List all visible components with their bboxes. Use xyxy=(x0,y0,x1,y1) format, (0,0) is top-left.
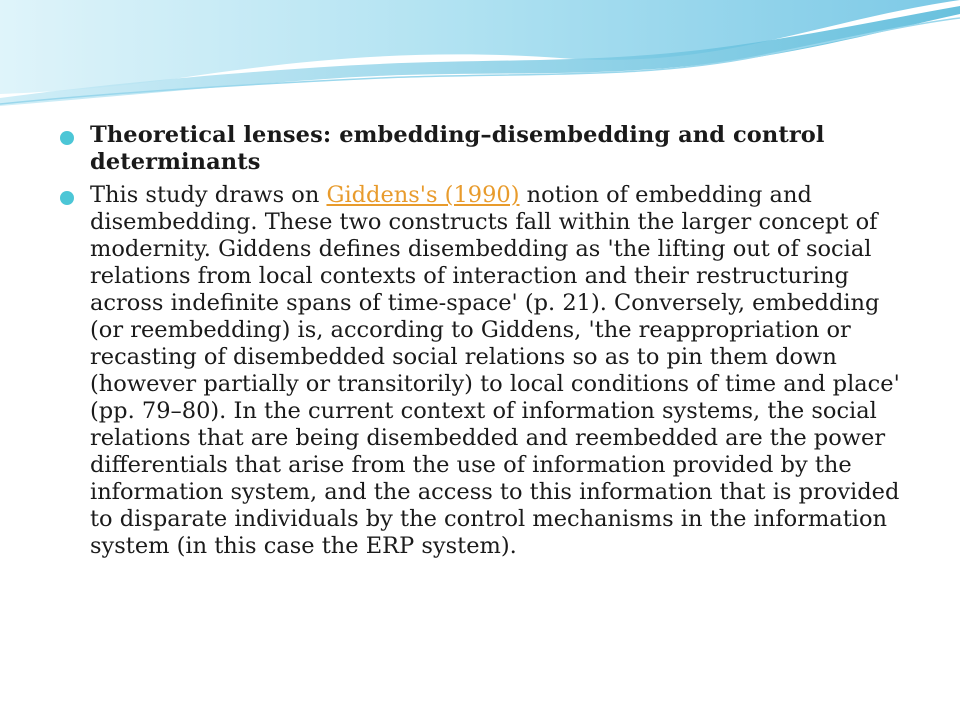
slide-content xyxy=(60,122,910,566)
citation-link[interactable]: Giddens's (1990) xyxy=(326,182,520,208)
body-text-after-link: notion of embedding and disembedding. These two constructs fall within the larger concept of modernity. Giddens defines disembedding as 'the lifting out of social relations from local contexts of interaction and their restructuring across indefinite spans of time-space' (p. 21). Conversely, embedding (or reembedding) is, according to Giddens, 'the reappropriation or recasting of disembedded social relations so as to pin them down (however partially or transitorily) to local conditions of time and place' (pp. 79–80). In the current context of information systems, the social relations that are being disembedded and reembedded are the power differentials that arise from the use of information provided by the information system, and the access to this information that is provided to disparate individuals by the control mechanisms in the information system (in this case the ERP system). xyxy=(90,182,900,559)
bullet-item-heading xyxy=(60,122,910,176)
wave-back xyxy=(0,0,960,94)
body-text-before-link: This study draws on xyxy=(90,182,327,208)
header-wave-decoration xyxy=(0,0,960,120)
section-heading: Theoretical lenses: embedding–disembedding and control determinants xyxy=(90,122,825,175)
bullet-item-body xyxy=(60,182,910,560)
body-paragraph xyxy=(90,182,910,560)
bullet-dot-icon xyxy=(60,131,74,145)
bullet-dot-icon xyxy=(60,191,74,205)
